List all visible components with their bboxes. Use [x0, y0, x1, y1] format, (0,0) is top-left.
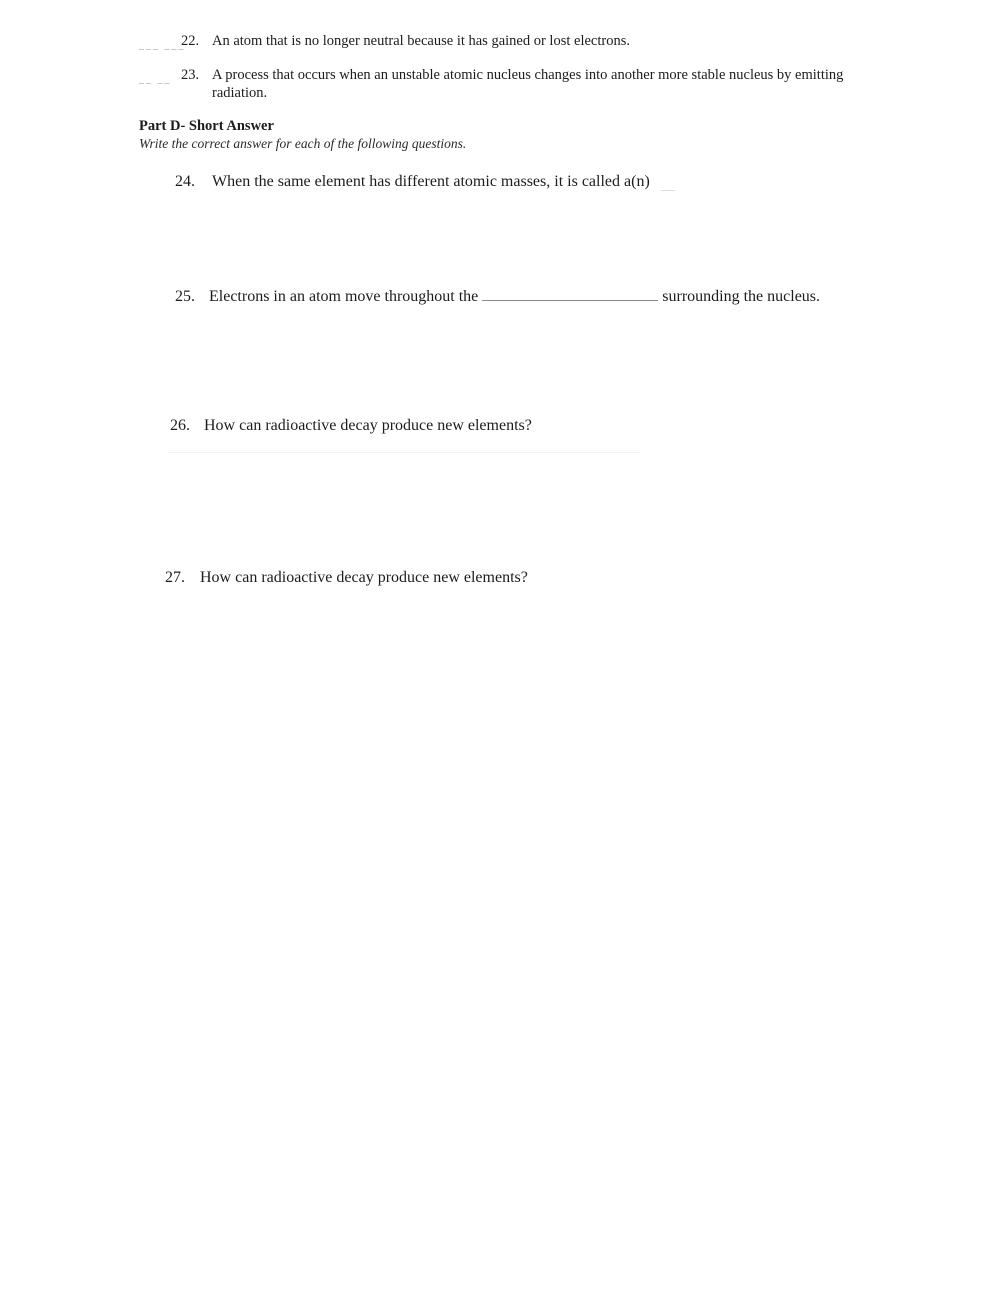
question-text-after: surrounding the nucleus.: [662, 288, 821, 305]
question-text: How can radioactive decay produce new elements?: [200, 569, 528, 586]
answer-blank-22[interactable]: ___ ___: [139, 40, 186, 51]
question-number: 25.: [175, 288, 195, 305]
question-26: [170, 417, 532, 435]
question-25: [175, 286, 820, 306]
question-number: 22.: [181, 33, 200, 49]
question-text: How can radioactive decay produce new elements?: [204, 417, 532, 434]
question-23-continuation: radiation.: [212, 85, 268, 101]
section-instructions: Write the correct answer for each of the following questions.: [139, 136, 467, 151]
question-text: An atom that is no longer neutral because it has gained or lost electrons.: [212, 33, 630, 49]
question-number: 24.: [175, 173, 195, 190]
question-23: [181, 67, 843, 84]
question-text: When the same element has different atomic masses, it is called a(n): [212, 173, 650, 190]
answer-area-26[interactable]: [168, 452, 640, 453]
section-title: Part D- Short Answer: [139, 118, 274, 134]
answer-line-24[interactable]: [661, 190, 675, 191]
answer-blank-25[interactable]: [482, 286, 658, 301]
question-text: A process that occurs when an unstable atomic nucleus changes into another more stable nucleus by emitting: [212, 67, 844, 83]
question-24: [175, 173, 650, 191]
question-text-before: Electrons in an atom move throughout the: [209, 288, 479, 305]
question-number: 26.: [170, 417, 190, 434]
answer-blank-23[interactable]: __ __: [139, 74, 172, 85]
question-27: [165, 569, 528, 587]
question-number: 27.: [165, 569, 185, 586]
question-number: 23.: [181, 67, 200, 83]
question-22: [181, 33, 630, 50]
